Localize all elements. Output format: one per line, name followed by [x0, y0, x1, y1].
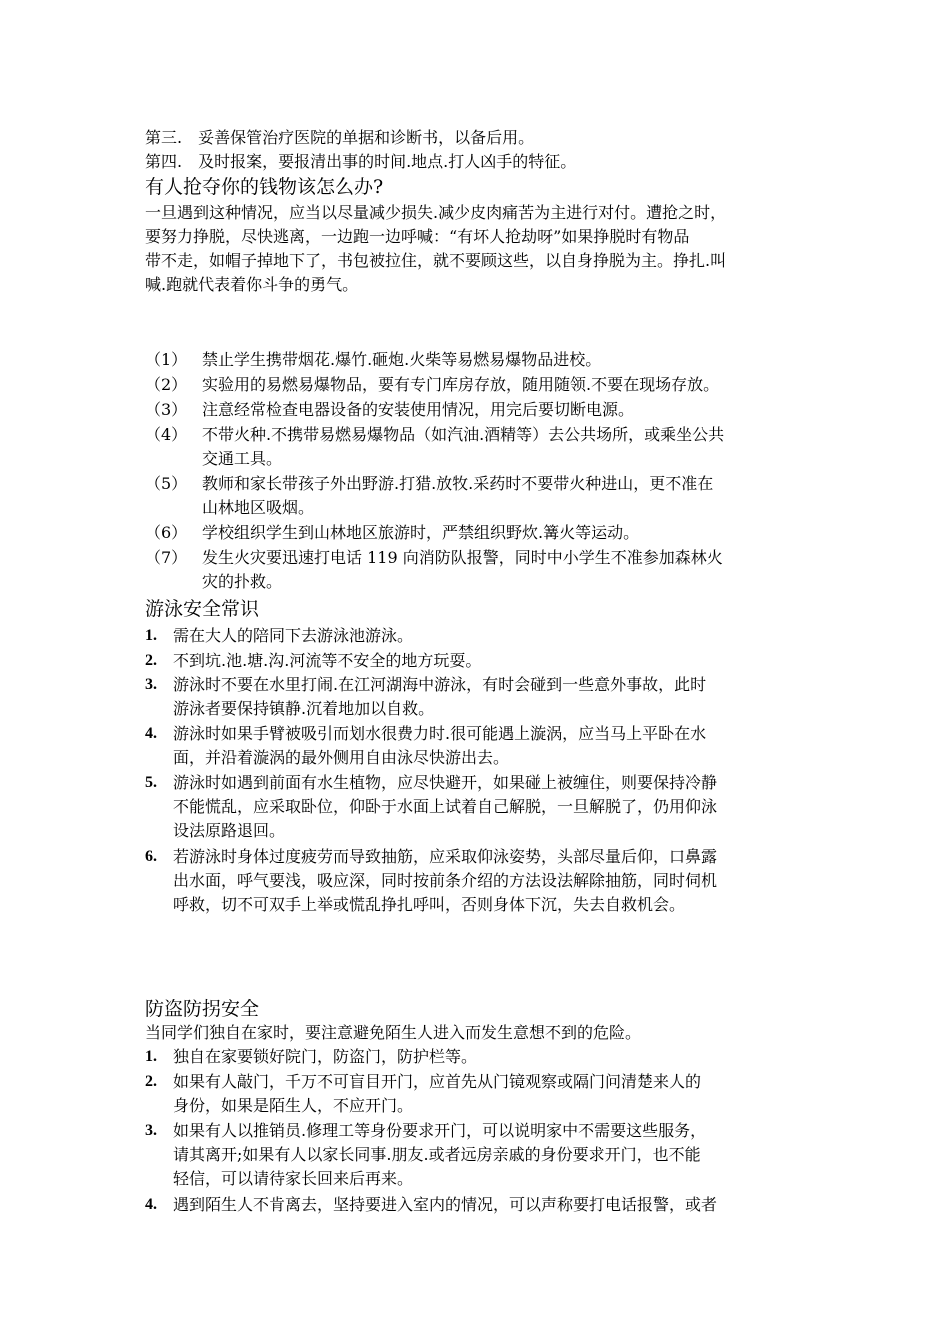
list-item-text: 遇到陌生人不肯离去，坚持要进入室内的情况，可以声称要打电话报警，或者: [173, 1195, 718, 1214]
list-item: [145, 1070, 835, 1118]
list-item: [145, 673, 835, 721]
list-item-number: 3.: [145, 676, 157, 693]
list-item: [145, 1045, 835, 1069]
list-item-number: 2.: [145, 652, 157, 669]
list-item-number: （7）: [145, 548, 188, 567]
list-item: [145, 624, 835, 648]
list-item-number: （1）: [145, 350, 188, 369]
robbery-paragraph: 一旦遇到这种情况，应当以尽量减少损失.减少皮肉痛苦为主进行对付。遭抢之时， 要努力挣脱，尽快逃离，一边跑一边呼喊：“有坏人抢劫呀”如果挣脱时有物品 带不走，如帽子掉地下了，书包被拉住，就不要顾这些，以自身挣脱为主。挣扎.叫 喊.跑就代表着你斗争的勇气。: [145, 203, 727, 294]
list-item: [145, 398, 835, 422]
list-item: [145, 521, 835, 545]
swimming-heading: 游泳安全常识: [145, 598, 260, 620]
list-item-text: 学校组织学生到山林地区旅游时，严禁组织野炊.篝火等运动。: [202, 523, 640, 542]
list-item: [145, 1119, 835, 1191]
list-item-text: 注意经常检查电器设备的安装使用情况，用完后要切断电源。: [202, 400, 635, 419]
list-item: [145, 722, 835, 770]
list-item-number: 6.: [145, 848, 157, 865]
list-item: [145, 649, 835, 673]
list-item-number: 1.: [145, 1048, 157, 1065]
list-item: [145, 423, 835, 471]
list-item-number: （4）: [145, 425, 188, 444]
list-item-text: 需在大人的陪同下去游泳池游泳。: [173, 626, 414, 645]
list-item: [145, 771, 835, 843]
step-four-line: 第四. 及时报案，要报清出事的时间.地点.打人凶手的特征。: [145, 152, 577, 171]
list-item-number: 3.: [145, 1122, 157, 1139]
list-item-text: 如果有人敲门，千万不可盲目开门，应首先从门镜观察或隔门问清楚来人的 身份，如果是陌生人，不应开门。: [173, 1072, 702, 1115]
list-item: [145, 845, 835, 917]
list-item-text: 若游泳时身体过度疲劳而导致抽筋，应采取仰泳姿势，头部尽量后仰，口鼻露 出水面，呼气要浅，吸应深，同时按前条介绍的方法设法解除抽筋，同时伺机 呼救，切不可双手上举或慌乱挣扎呼叫，否则身体下沉，失去自救机会。: [173, 847, 718, 914]
list-item-number: 5.: [145, 774, 157, 791]
list-item-text: 游泳时如遇到前面有水生植物，应尽快避开，如果碰上被缠住，则要保持冷静 不能慌乱，应采取卧位，仰卧于水面上试着自己解脱，一旦解脱了，仍用仰泳 设法原路退回。: [173, 773, 718, 840]
list-item-number: 4.: [145, 725, 157, 742]
list-item-number: 2.: [145, 1073, 157, 1090]
list-item-number: 1.: [145, 627, 157, 644]
step-three-line: 第三. 妥善保管治疗医院的单据和诊断书，以备后用。: [145, 128, 535, 147]
list-item: [145, 373, 835, 397]
list-item-text: 实验用的易燃易爆物品，要有专门库房存放，随用随领.不要在现场存放。: [202, 375, 720, 394]
list-item: [145, 348, 835, 372]
list-item: [145, 472, 835, 520]
list-item-number: 4.: [145, 1196, 157, 1213]
list-item-number: （6）: [145, 523, 188, 542]
list-item: [145, 1193, 835, 1217]
antitheft-heading: 防盗防拐安全: [145, 998, 260, 1020]
list-item-number: （3）: [145, 400, 188, 419]
antitheft-intro: 当同学们独自在家时，要注意避免陌生人进入而发生意想不到的危险。: [145, 1023, 642, 1042]
list-item-text: 不带火种.不携带易燃易爆物品（如汽油.酒精等）去公共场所，或乘坐公共 交通工具。: [202, 425, 725, 468]
list-item-text: 独自在家要锁好院门，防盗门，防护栏等。: [173, 1047, 478, 1066]
robbery-heading: 有人抢夺你的钱物该怎么办?: [145, 176, 384, 198]
list-item-text: 教师和家长带孩子外出野游.打猎.放牧.采药时不要带火种进山，更不准在 山林地区吸烟。: [202, 474, 714, 517]
list-item-number: （5）: [145, 474, 188, 493]
list-item-text: 发生火灾要迅速打电话 119 向消防队报警，同时中小学生不准参加森林火 灾的扑救。: [202, 548, 723, 591]
list-item-text: 禁止学生携带烟花.爆竹.砸炮.火柴等易燃易爆物品进校。: [202, 350, 602, 369]
list-item-text: 如果有人以推销员.修理工等身份要求开门，可以说明家中不需要这些服务， 请其离开;如果有人以家长同事.朋友.或者远房亲戚的身份要求开门，也不能 轻信，可以请待家长回来后再来。: [173, 1121, 707, 1188]
list-item: [145, 546, 835, 594]
list-item-number: （2）: [145, 375, 188, 394]
list-item-text: 游泳时如果手臂被吸引而划水很费力时.很可能遇上漩涡，应当马上平卧在水 面，并沿着漩涡的最外侧用自由泳尽快游出去。: [173, 724, 707, 767]
list-item-text: 游泳时不要在水里打闹.在江河湖海中游泳，有时会碰到一些意外事故，此时 游泳者要保持镇静.沉着地加以自救。: [173, 675, 707, 718]
list-item-text: 不到坑.池.塘.沟.河流等不安全的地方玩耍。: [173, 651, 482, 670]
